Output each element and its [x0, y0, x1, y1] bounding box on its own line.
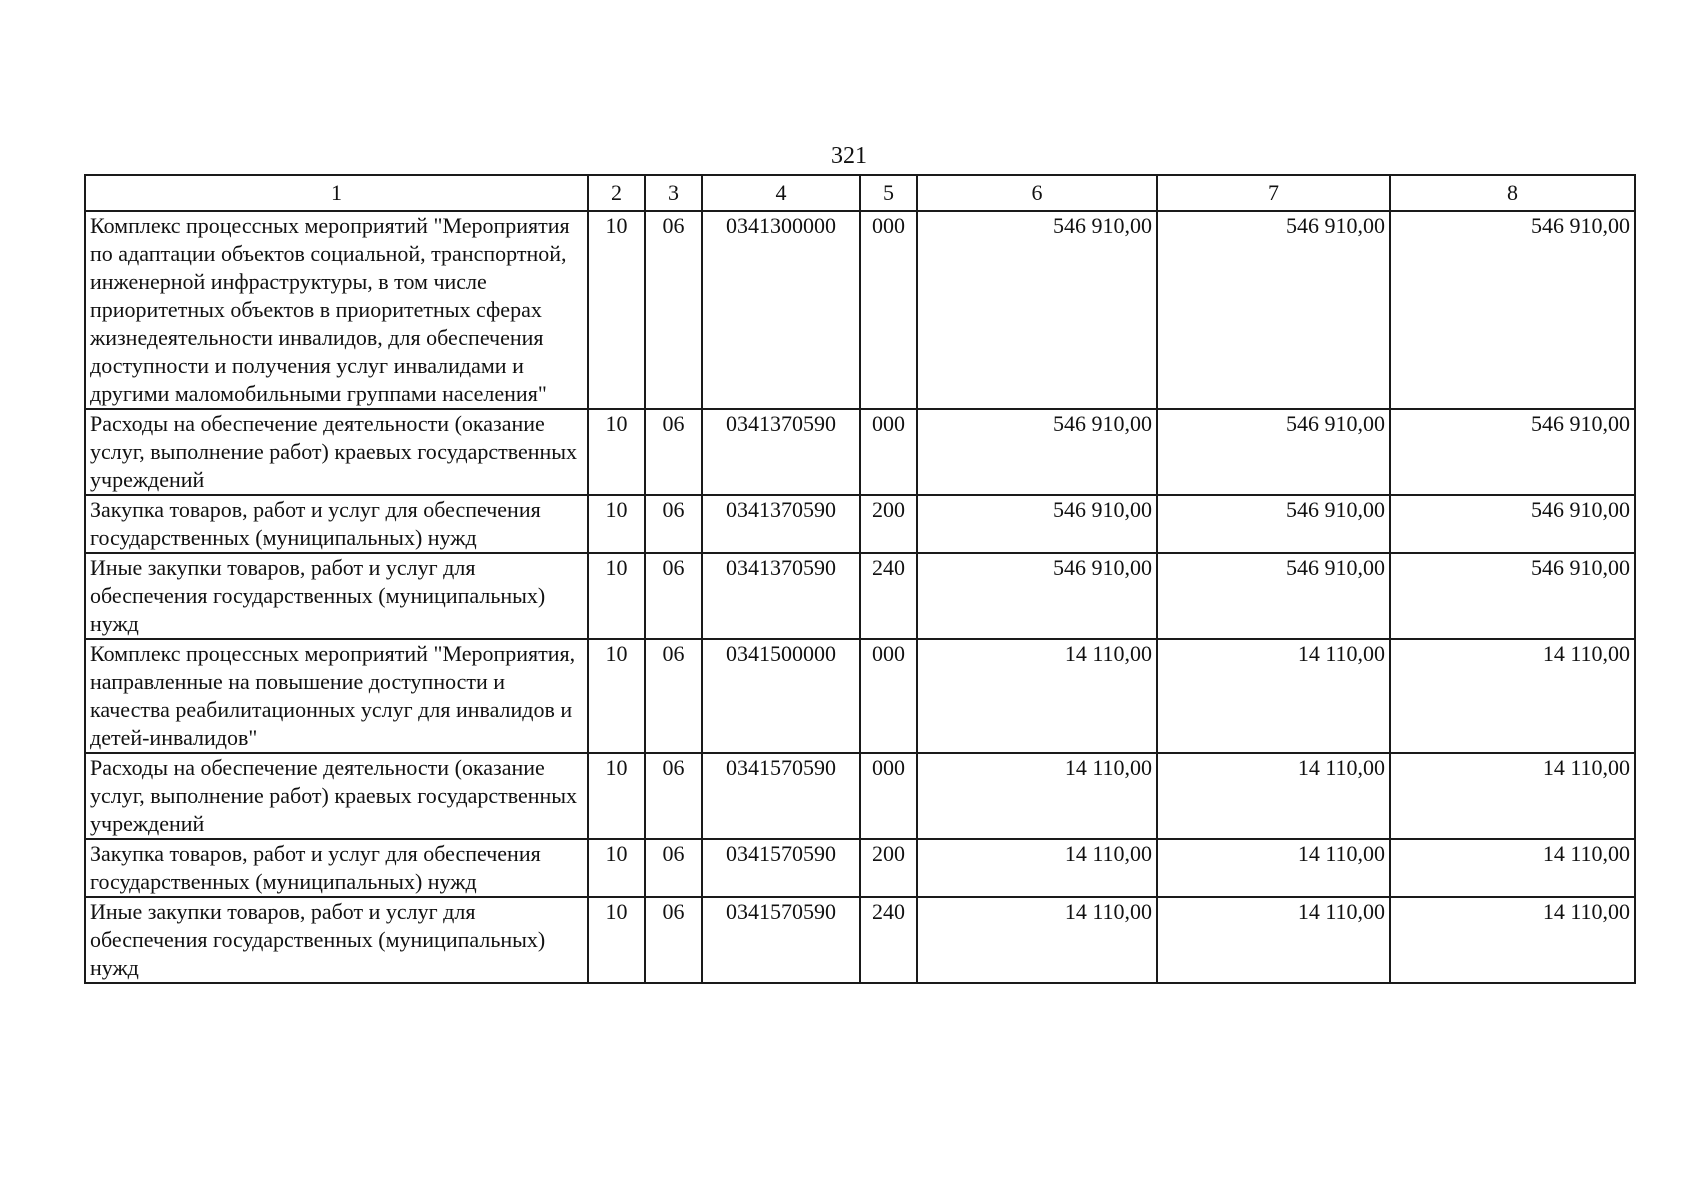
amount-col-7: 546 910,00: [1157, 495, 1390, 553]
table-row: [85, 553, 1635, 639]
column-header: 6: [917, 175, 1157, 211]
row-description: Комплекс процессных мероприятий "Мероприятия по адаптации объектов социальной, транспортной, инженерной инфраструктуры, в том числе приоритетных объектов в приоритетных сферах жизнедеятельности инвалидов, для обеспечения доступности и получения услуг инвалидами и другими маломобильными группами населения": [85, 211, 588, 409]
amount-col-6: 14 110,00: [917, 897, 1157, 983]
section-code: 10: [588, 553, 645, 639]
subsection-code: 06: [645, 553, 702, 639]
expense-type-code: 000: [860, 409, 917, 495]
row-description: Расходы на обеспечение деятельности (оказание услуг, выполнение работ) краевых государственных учреждений: [85, 753, 588, 839]
amount-col-7: 14 110,00: [1157, 639, 1390, 753]
table-row: [85, 897, 1635, 983]
expense-type-code: 200: [860, 839, 917, 897]
amount-col-6: 546 910,00: [917, 211, 1157, 409]
amount-col-7: 546 910,00: [1157, 553, 1390, 639]
section-code: 10: [588, 897, 645, 983]
column-header: 5: [860, 175, 917, 211]
table-row: [85, 495, 1635, 553]
amount-col-6: 546 910,00: [917, 495, 1157, 553]
column-header: 3: [645, 175, 702, 211]
table-row: [85, 839, 1635, 897]
section-code: 10: [588, 495, 645, 553]
amount-col-7: 546 910,00: [1157, 211, 1390, 409]
column-header: 8: [1390, 175, 1635, 211]
amount-col-7: 14 110,00: [1157, 753, 1390, 839]
amount-col-6: 546 910,00: [917, 409, 1157, 495]
target-article-code: 0341370590: [702, 495, 860, 553]
row-description: Закупка товаров, работ и услуг для обеспечения государственных (муниципальных) нужд: [85, 839, 588, 897]
amount-col-6: 546 910,00: [917, 553, 1157, 639]
amount-col-6: 14 110,00: [917, 839, 1157, 897]
section-code: 10: [588, 639, 645, 753]
table-row: [85, 211, 1635, 409]
expense-type-code: 000: [860, 211, 917, 409]
table-row: [85, 409, 1635, 495]
amount-col-8: 14 110,00: [1390, 839, 1635, 897]
section-code: 10: [588, 211, 645, 409]
column-header: 7: [1157, 175, 1390, 211]
amount-col-8: 14 110,00: [1390, 639, 1635, 753]
section-code: 10: [588, 839, 645, 897]
expense-type-code: 240: [860, 553, 917, 639]
amount-col-8: 546 910,00: [1390, 495, 1635, 553]
amount-col-8: 546 910,00: [1390, 409, 1635, 495]
target-article-code: 0341570590: [702, 839, 860, 897]
target-article-code: 0341370590: [702, 409, 860, 495]
amount-col-8: 546 910,00: [1390, 553, 1635, 639]
subsection-code: 06: [645, 753, 702, 839]
table-row: [85, 639, 1635, 753]
row-description: Расходы на обеспечение деятельности (оказание услуг, выполнение работ) краевых государственных учреждений: [85, 409, 588, 495]
amount-col-8: 14 110,00: [1390, 753, 1635, 839]
amount-col-6: 14 110,00: [917, 753, 1157, 839]
budget-table: [84, 174, 1636, 984]
expense-type-code: 200: [860, 495, 917, 553]
subsection-code: 06: [645, 409, 702, 495]
subsection-code: 06: [645, 495, 702, 553]
amount-col-7: 546 910,00: [1157, 409, 1390, 495]
row-description: Комплекс процессных мероприятий "Мероприятия, направленные на повышение доступности и качества реабилитационных услуг для инвалидов и детей-инвалидов": [85, 639, 588, 753]
subsection-code: 06: [645, 211, 702, 409]
target-article-code: 0341300000: [702, 211, 860, 409]
section-code: 10: [588, 409, 645, 495]
column-header: 4: [702, 175, 860, 211]
subsection-code: 06: [645, 839, 702, 897]
amount-col-6: 14 110,00: [917, 639, 1157, 753]
expense-type-code: 000: [860, 753, 917, 839]
row-description: Иные закупки товаров, работ и услуг для обеспечения государственных (муниципальных) нужд: [85, 897, 588, 983]
column-header: 2: [588, 175, 645, 211]
subsection-code: 06: [645, 897, 702, 983]
target-article-code: 0341500000: [702, 639, 860, 753]
row-description: Закупка товаров, работ и услуг для обеспечения государственных (муниципальных) нужд: [85, 495, 588, 553]
target-article-code: 0341570590: [702, 897, 860, 983]
amount-col-8: 14 110,00: [1390, 897, 1635, 983]
target-article-code: 0341370590: [702, 553, 860, 639]
amount-col-7: 14 110,00: [1157, 897, 1390, 983]
page-number: 321: [831, 143, 867, 169]
target-article-code: 0341570590: [702, 753, 860, 839]
expense-type-code: 240: [860, 897, 917, 983]
row-description: Иные закупки товаров, работ и услуг для обеспечения государственных (муниципальных) нужд: [85, 553, 588, 639]
amount-col-7: 14 110,00: [1157, 839, 1390, 897]
expense-type-code: 000: [860, 639, 917, 753]
table-row: [85, 753, 1635, 839]
header-row: [85, 175, 1635, 211]
amount-col-8: 546 910,00: [1390, 211, 1635, 409]
subsection-code: 06: [645, 639, 702, 753]
section-code: 10: [588, 753, 645, 839]
column-header: 1: [85, 175, 588, 211]
